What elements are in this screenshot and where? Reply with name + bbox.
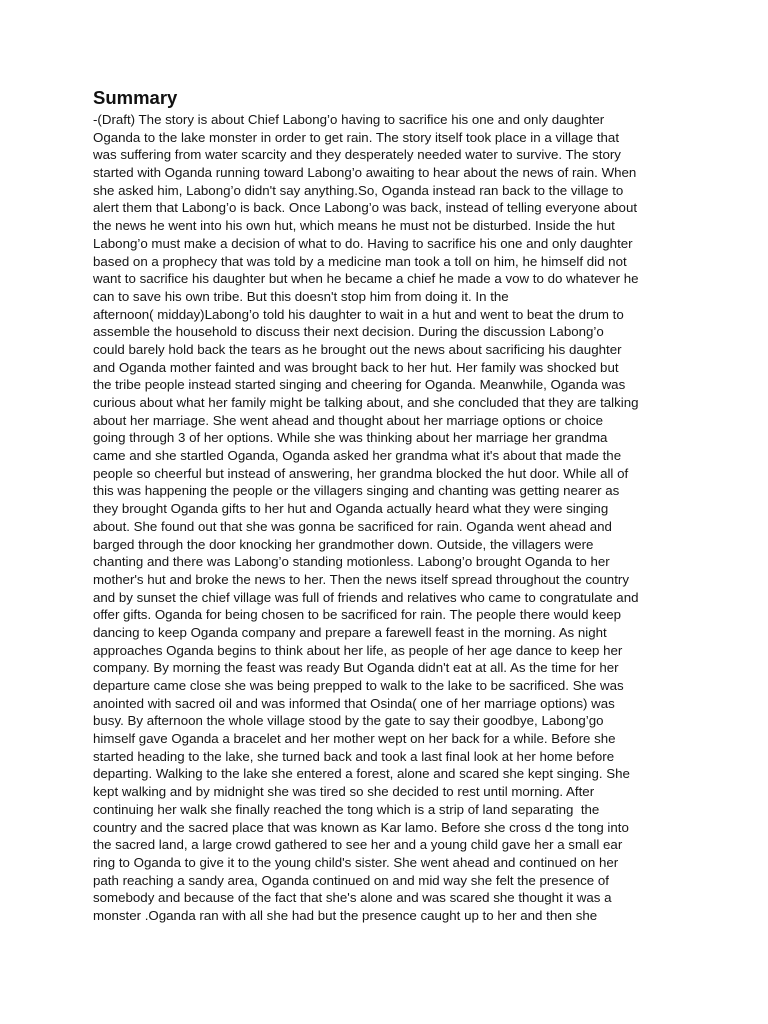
text-line: chanting and there was Labong’o standing motionless. Labong’o brought Oganda to her (93, 554, 610, 570)
text-line: want to sacrifice his daughter but when he became a chief he made a vow to do whatever he (93, 271, 639, 287)
summary-body (93, 111, 693, 925)
text-line: was suffering from water scarcity and they desperately needed water to survive. The story (93, 147, 621, 163)
text-line: departure came close she was being prepped to walk to the lake to be sacrificed. She was (93, 678, 624, 693)
text-line: came and she startled Oganda, Oganda asked her grandma what it's about that made the (93, 448, 622, 464)
text-line: kept walking and by midnight she was tired so she decided to rest until morning. After (93, 784, 595, 800)
text-line: they brought Oganda gifts to her hut and Oganda actually heard what they were singing (93, 501, 609, 517)
text-line: continuing her walk she finally reached the tong which is a strip of land separating the (93, 801, 600, 817)
text-line: going through 3 of her options. While she was thinking about her marriage her grandma (93, 430, 608, 446)
text-line: mother's hut and broke the news to her. Then the news itself spread throughout the country (93, 571, 629, 587)
text-line: ring to Oganda to give it to the young child's sister. She went ahead and continued on her (93, 854, 619, 870)
text-line: and Oganda mother fainted and was brought back to her hut. Her family was shocked but (93, 359, 619, 375)
text-line: approaches Oganda begins to think about her life, as people of her age dance to keep her (93, 642, 623, 658)
text-line: dancing to keep Oganda company and prepare a farewell feast in the morning. As night (93, 624, 607, 640)
text-line: monster .Oganda ran with all she had but the presence caught up to her and then she (93, 907, 598, 923)
text-line: Oganda to the lake monster in order to get rain. The story itself took place in a village that (93, 129, 620, 145)
text-line: country and the sacred place that was known as Kar lamo. Before she cross d the tong into (93, 819, 629, 835)
text-line: could barely hold back the tears as he brought out the news about sacrificing his daughter (93, 341, 622, 357)
text-line: somebody and because of the fact that she's alone and was scared she thought it was a (93, 890, 612, 906)
page-title: Summary (93, 87, 178, 108)
text-line: departing. Walking to the lake she entered a forest, alone and scared she kept singing. She (93, 766, 630, 782)
text-line: and by sunset the chief village was full of friends and relatives who came to congratulate and (93, 589, 639, 605)
text-line: based on a prophecy that was told by a medicine man took a toll on him, he himself did not (93, 253, 627, 269)
text-line: curious about what her family might be talking about, and she concluded that they are talking (93, 395, 639, 410)
text-line: offer gifts. Oganda for being chosen to be sacrificed for rain. The people there would keep (93, 607, 622, 623)
text-line: busy. By afternoon the whole village stood by the gate to say their goodbye, Labong’go (93, 713, 604, 729)
text-line: started heading to the lake, she turned back and took a last final look at her home before (93, 748, 615, 764)
text-line: assemble the household to discuss their next decision. During the discussion Labong’o (93, 324, 604, 340)
text-line: alert them that Labong’o is back. Once Labong’o was back, instead of telling everyone about (93, 200, 638, 216)
text-line: about. She found out that she was gonna be sacrificed for rain. Oganda went ahead and (93, 518, 612, 534)
text-line: Labong’o must make a decision of what to do. Having to sacrifice his one and only daughter (93, 235, 633, 251)
text-line: she asked him, Labong’o didn't say anything.So, Oganda instead ran back to the village to (93, 182, 624, 198)
text-line: afternoon( midday)Labong’o told his daughter to wait in a hut and went to beat the drum to (93, 306, 624, 322)
text-line: himself gave Oganda a bracelet and her mother wept on her back for a while. Before she (93, 731, 616, 747)
text-line: anointed with sacred oil and was informed that Osinda( one of her marriage options) was (93, 695, 615, 711)
text-line: people so cheerful but instead of answering, her grandma blocked the hut door. While all of (93, 465, 629, 481)
text-line: -(Draft) The story is about Chief Labong’o having to sacrifice his one and only daughter (93, 112, 605, 127)
text-line: this was happening the people or the villagers singing and chanting was getting nearer as (93, 483, 620, 499)
text-line: company. By morning the feast was ready But Oganda didn't eat at all. As the time for her (93, 660, 619, 676)
text-line: the tribe people instead started singing and cheering for Oganda. Meanwhile, Oganda was (93, 377, 626, 393)
text-line: the news he went into his own hut, which means he must not be disturbed. Inside the hut (93, 218, 615, 234)
text-line: the sacred land, a large crowd gathered to see her and a young child gave her a small ear (93, 837, 623, 853)
text-line: barged through the door knocking her grandmother down. Outside, the villagers were (93, 536, 594, 552)
text-line: started with Oganda running toward Labong’o awaiting to hear about the news of rain. When (93, 165, 637, 181)
text-line: path reaching a sandy area, Oganda continued on and mid way she felt the presence of (93, 872, 609, 888)
text-line: can to save his own tribe. But this doesn't stop him from doing it. In the (93, 288, 509, 304)
text-line: about her marriage. She went ahead and thought about her marriage options or choice (93, 412, 604, 428)
